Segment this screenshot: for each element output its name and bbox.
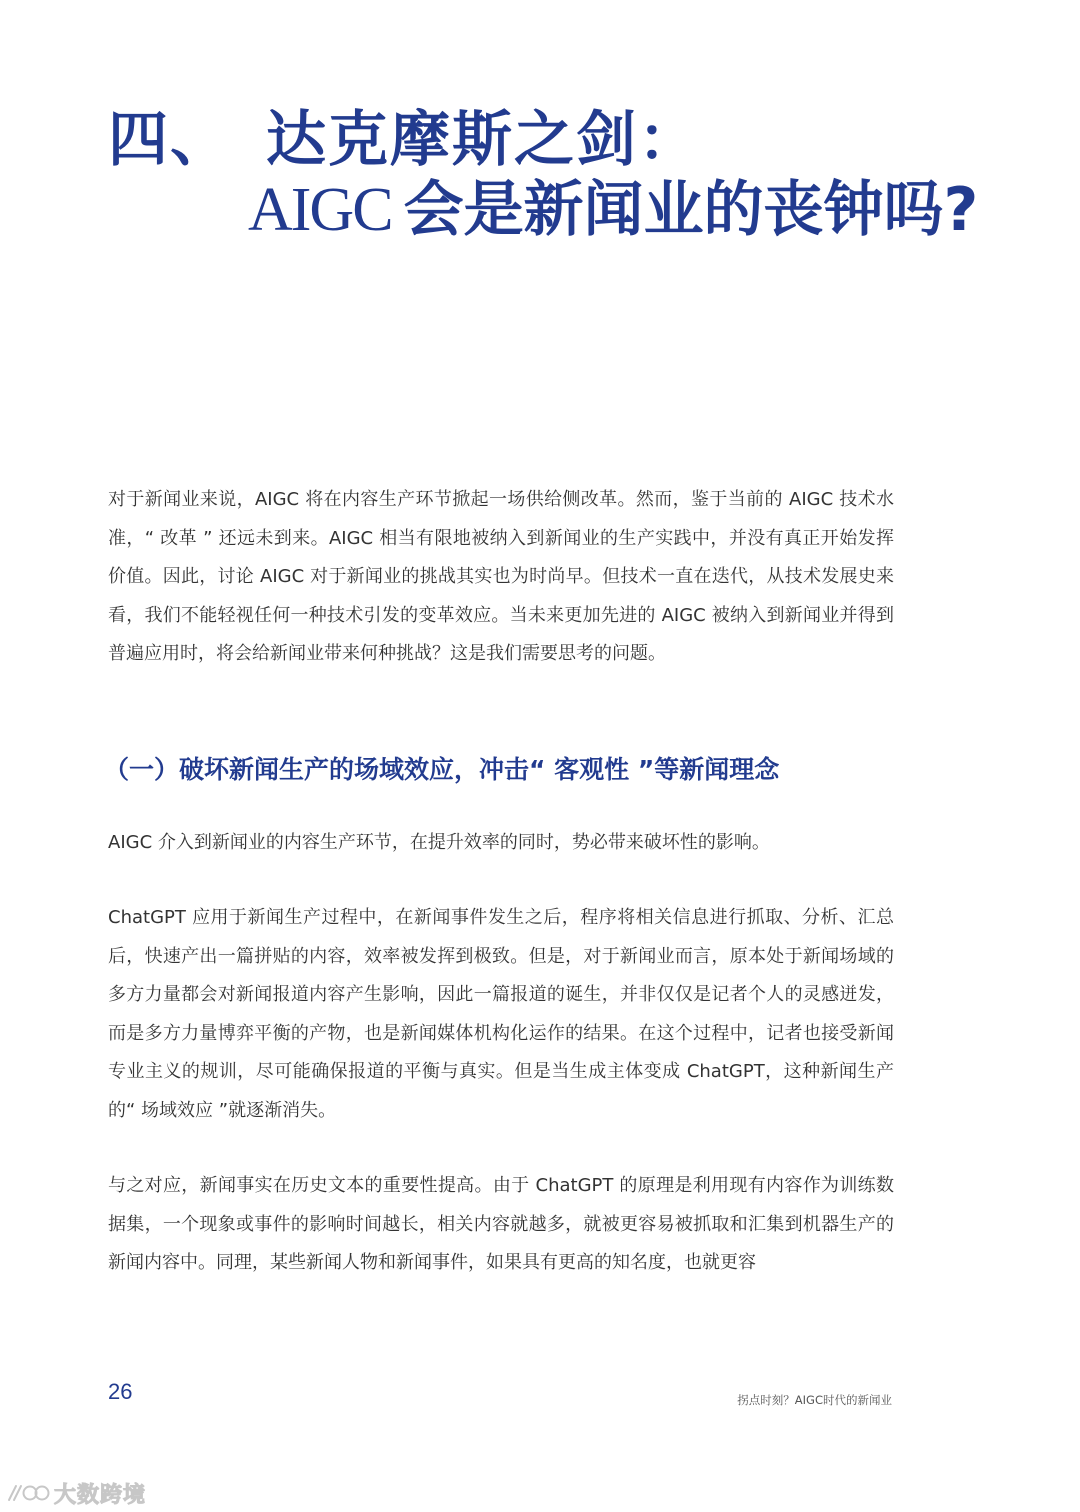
page-title-line2 (248, 174, 978, 246)
section-paragraph-2: ChatGPT 应用于新闻生产过程中，在新闻事件发生之后，程序将相关信息进行抓取、分析、汇总后，快速产出一篇拼贴的内容，效率被发挥到极致。但是，对于新闻业而言，原本处于新闻场域的多方力量都会对新闻报道内容产生影响，因此一篇报道的诞生，并非仅仅是记者个人的灵感迸发，而是多方力量博弈平衡的产物，也是新闻媒体机构化运作的结果。在这个过程中，记者也接受新闻专业主义的规训，尽可能确保报道的平衡与真实。但是当生成主体变成 ChatGPT，这种新闻生产的“ 场域效应 ”就逐渐消失。 (108, 907, 894, 1121)
watermark (6, 1478, 146, 1508)
intro-paragraph: 对于新闻业来说，AIGC 将在内容生产环节掀起一场供给侧改革。然而，鉴于当前的 AIGC 技术水准，“ 改革 ” 还远未到来。AIGC 相当有限地被纳入到新闻业的生产实践中，并没有真正开始发挥价值。因此，讨论 AIGC 对于新闻业的挑战其实也为时尚早。但技术一直在迭代，从技术发展史来看，我们不能轻视任何一种技术引发的变革效应。当未来更加先进的 AIGC 被纳入到新闻业并得到普遍应用时，将会给新闻业带来何种挑战？这是我们需要思考的问题。 (108, 489, 894, 664)
watermark-logo-icon (6, 1480, 50, 1506)
section-paragraph-3: 与之对应，新闻事实在历史文本的重要性提高。由于 ChatGPT 的原理是利用现有内容作为训练数据集，一个现象或事件的影响时间越长，相关内容就越多，就被更容易被抓取和汇集到机器生产的新闻内容中。同理，某些新闻人物和新闻事件，如果具有更高的知名度，也就更容 (108, 1175, 894, 1273)
running-title: 拐点时刻？AIGC时代的新闻业 (737, 1393, 892, 1407)
watermark-text: 大数跨境 (54, 1482, 147, 1508)
chapter-title-latin: AIGC (248, 176, 392, 244)
chapter-title-part2: 会是新闻业的丧钟吗? (403, 175, 979, 245)
page-number: 26 (108, 1379, 133, 1404)
page-title-line1 (108, 104, 700, 176)
chapter-title-part1: 达克摩斯之剑： (266, 105, 700, 175)
chapter-number: 四、 (108, 105, 232, 175)
section-paragraph-1: AIGC 介入到新闻业的内容生产环节，在提升效率的同时，势必带来破坏性的影响。 (108, 832, 770, 853)
section-heading: （一）破坏新闻生产的场域效应，冲击“ 客观性 ”等新闻理念 (104, 755, 780, 784)
